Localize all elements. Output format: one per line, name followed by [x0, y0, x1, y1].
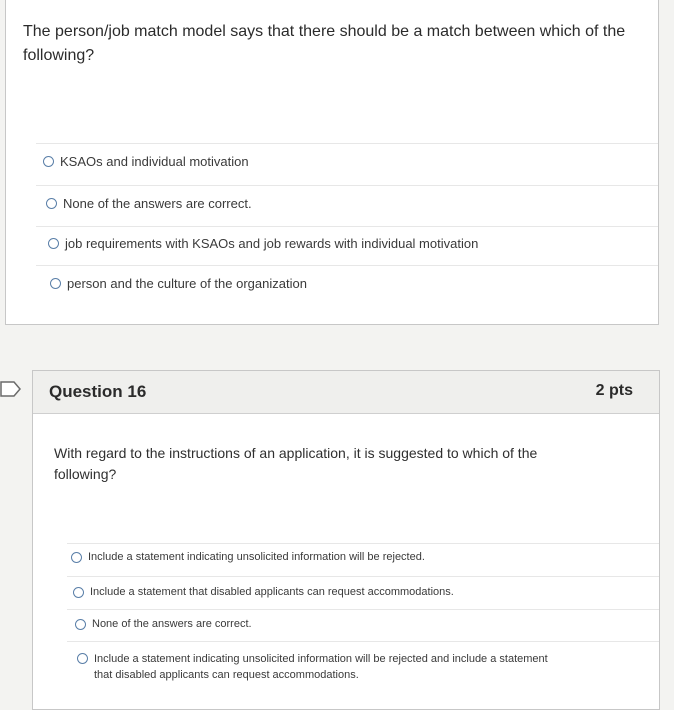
answer-label: Include a statement that disabled applicants can request accommodations.	[90, 586, 454, 598]
answer-label: None of the answers are correct.	[63, 196, 252, 211]
answer-label: KSAOs and individual motivation	[60, 154, 249, 169]
answer-option-1[interactable]	[43, 154, 249, 169]
radio-button-icon[interactable]	[71, 552, 82, 563]
answer-option-3[interactable]	[48, 236, 478, 251]
radio-button-icon[interactable]	[75, 619, 86, 630]
answer-divider	[67, 641, 659, 642]
answer-divider	[67, 609, 659, 610]
radio-button-icon[interactable]	[43, 156, 54, 167]
answer-option-4[interactable]	[50, 276, 307, 291]
answer-option-2[interactable]	[46, 196, 252, 211]
question-title: Question 16	[49, 382, 147, 401]
answer-divider	[36, 143, 658, 144]
question-points: 2 pts	[595, 382, 633, 399]
answer-label: Include a statement indicating unsolicited information will be rejected and include a statement that disabled applicants can request accommodations.	[94, 653, 548, 681]
radio-button-icon[interactable]	[48, 238, 59, 249]
answer-option-1[interactable]	[71, 551, 425, 563]
question-card-previous	[5, 0, 659, 325]
question-text: The person/job match model says that there should be a match between which of the following?	[23, 23, 626, 64]
question-card-16	[32, 370, 660, 710]
answer-option-4[interactable]	[77, 651, 567, 683]
radio-button-icon[interactable]	[77, 653, 88, 664]
answer-label: Include a statement indicating unsolicited information will be rejected.	[88, 551, 425, 563]
answer-label: job requirements with KSAOs and job rewards with individual motivation	[65, 236, 479, 251]
answer-option-2[interactable]	[73, 586, 454, 598]
answer-label: person and the culture of the organization	[67, 276, 307, 291]
answer-divider	[36, 185, 658, 186]
radio-button-icon[interactable]	[73, 587, 84, 598]
question-header	[33, 371, 659, 414]
answer-divider	[36, 265, 658, 266]
radio-button-icon[interactable]	[50, 278, 61, 289]
current-question-marker-icon	[0, 381, 22, 397]
radio-button-icon[interactable]	[46, 198, 57, 209]
answer-divider	[36, 226, 658, 227]
question-text: With regard to the instructions of an application, it is suggested to which of the following?	[54, 445, 538, 482]
answer-option-3[interactable]	[75, 618, 252, 630]
answer-divider	[67, 543, 659, 544]
answer-divider	[67, 576, 659, 577]
answer-label: None of the answers are correct.	[92, 618, 252, 630]
